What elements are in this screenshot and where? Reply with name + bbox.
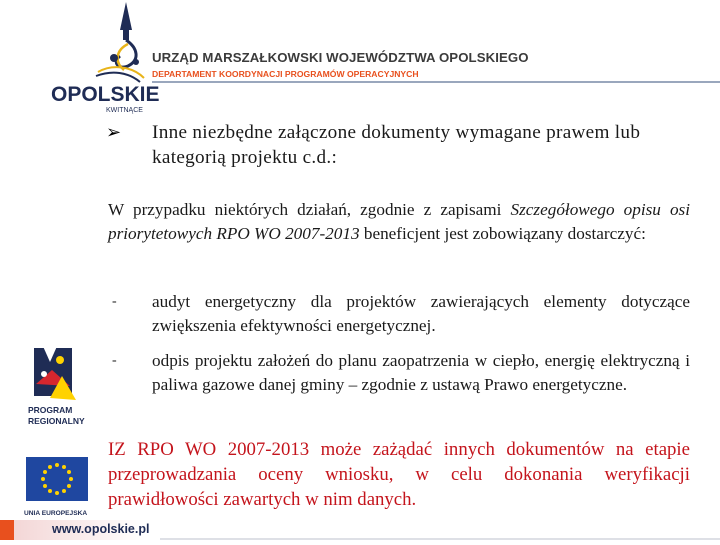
intro-text-2: beneficjent jest zobowiązany dostarczyć: xyxy=(359,224,646,243)
logo-tagline: KWITNĄCE xyxy=(106,107,143,114)
header-divider xyxy=(152,81,720,83)
logo-name: OPOLSKIE xyxy=(51,83,160,106)
program-label-line2: REGIONALNY xyxy=(28,416,85,426)
intro-text-1: W przypadku niektórych działań, zgodnie z zapisami xyxy=(108,200,511,219)
institution-name: URZĄD MARSZAŁKOWSKI WOJEWÓDZTWA OPOLSKIEGO xyxy=(152,50,529,65)
program-regionalny-icon xyxy=(22,340,102,430)
department-name: DEPARTAMENT KOORDYNACJI PROGRAMÓW OPERACYJNYCH xyxy=(152,69,419,79)
footer-website-link[interactable]: www.opolskie.pl xyxy=(52,522,150,536)
arrow-bullet-icon: ➢ xyxy=(106,122,122,143)
slide-heading: Inne niezbędne załączone dokumenty wymagane prawem lub kategorią projektu c.d.: xyxy=(152,122,641,168)
bullet-item: odpis projektu założeń do planu zaopatrzenia w ciepło, energię elektryczną i paliwa gazowe danej gminy – zgodnie z ustawą Prawo energetyczne. xyxy=(152,351,690,394)
intro-paragraph xyxy=(108,198,690,246)
eu-label: UNIA EUROPEJSKA xyxy=(24,510,88,517)
program-regionalny-logo xyxy=(22,340,102,430)
eu-logo xyxy=(18,455,100,523)
bullet-marker: - xyxy=(112,353,117,368)
intro-italic-text: Szczegółowego opisu osi priorytetowych RPO WO 2007-2013 xyxy=(108,200,691,243)
bullet-marker: - xyxy=(112,294,117,309)
program-label-line1: PROGRAM xyxy=(28,405,73,415)
opolskie-logo xyxy=(28,0,160,115)
closing-paragraph: IZ RPO WO 2007-2013 może zażądać innych dokumentów na etapie przeprowadzania oceny wniosku, w celu dokonania weryfikacji prawidłowości zawartych w nim danych. xyxy=(108,439,690,510)
opolskie-emblem-icon xyxy=(28,0,160,115)
bullet-item: audyt energetyczny dla projektów zawierających elementy dotyczące zwiększenia efektywności energetycznej. xyxy=(152,292,690,335)
eu-flag-icon xyxy=(18,455,100,523)
